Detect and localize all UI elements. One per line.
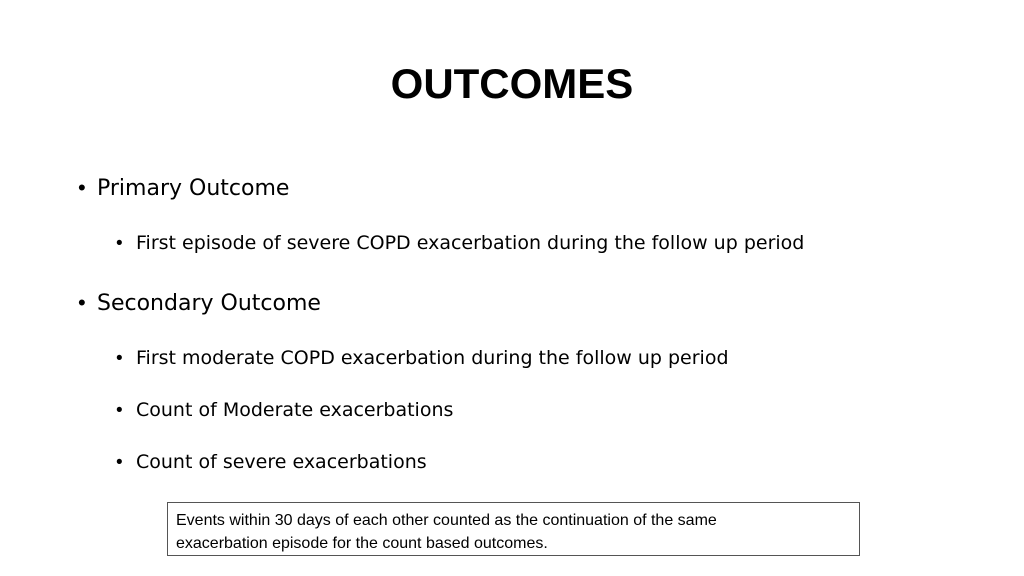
bullet-first-severe-episode	[116, 230, 804, 257]
bullet-dot: •	[78, 290, 86, 315]
page-title: OUTCOMES	[390, 60, 634, 107]
bullet-secondary-outcome	[78, 288, 321, 319]
bullet-text: Count of Moderate exacerbations	[136, 399, 454, 421]
bullet-primary-outcome	[78, 173, 289, 204]
bullet-text: Secondary Outcome	[97, 291, 321, 316]
bullet-dot: •	[116, 348, 123, 369]
bullet-text: First moderate COPD exacerbation during the follow up period	[136, 347, 729, 369]
bullet-text: Count of severe exacerbations	[136, 451, 427, 473]
bullet-dot: •	[116, 452, 123, 473]
bullet-dot: •	[116, 233, 123, 254]
bullet-first-moderate-exacerbation	[116, 345, 729, 372]
bullet-dot: •	[78, 175, 86, 200]
bullet-text: Primary Outcome	[97, 176, 290, 201]
note-line-1: Events within 30 days of each other counted as the continuation of the same	[176, 512, 717, 529]
bullet-count-moderate	[116, 397, 453, 424]
bullet-dot: •	[116, 400, 123, 421]
note-line-2: exacerbation episode for the count based outcomes.	[176, 535, 548, 552]
bullet-text: First episode of severe COPD exacerbation during the follow up period	[136, 232, 805, 254]
bullet-count-severe	[116, 449, 427, 476]
note-box	[167, 502, 860, 556]
